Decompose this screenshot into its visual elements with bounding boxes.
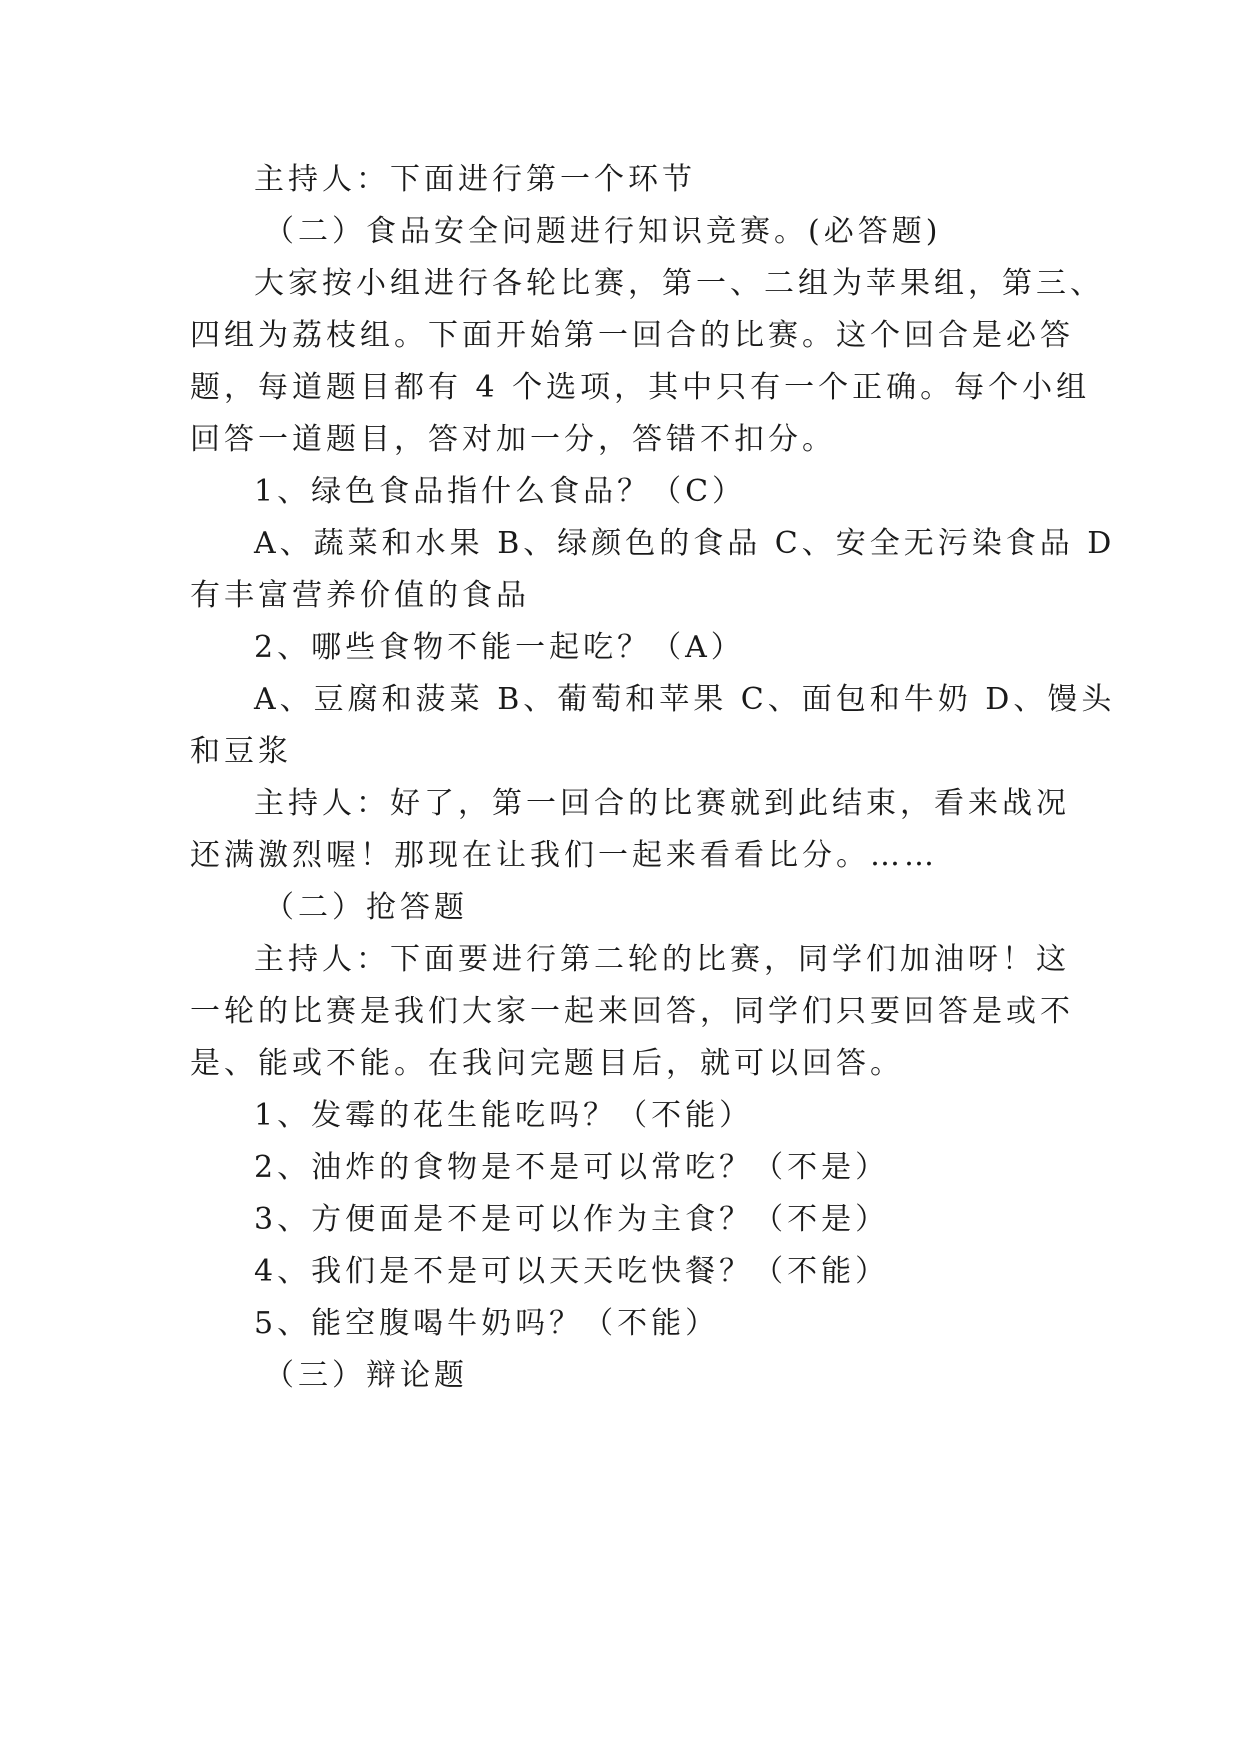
options-line: A、蔬菜和水果 B、绿颜色的食品 C、安全无污染食品 D [254,526,1116,561]
options-line: A、豆腐和菠菜 B、葡萄和苹果 C、面包和牛奶 D、馒头 [254,682,1116,717]
paragraph-line: 大家按小组进行各轮比赛，第一、二组为苹果组，第三、 [254,266,1104,301]
options-line: 有丰富营养价值的食品 [190,578,530,613]
question-line: 2、哪些食物不能一起吃？（A） [254,630,745,665]
question-line: 3、方便面是不是可以作为主食？（不是） [254,1202,890,1237]
question-line: 1、绿色食品指什么食品？（C） [254,474,747,509]
paragraph-line: 还满激烈喔！那现在让我们一起来看看比分。…… [190,838,938,873]
paragraph-line: 主持人：好了，第一回合的比赛就到此结束，看来战况 [254,786,1070,821]
paragraph-line: 回答一道题目，答对加一分，答错不扣分。 [190,422,836,457]
host-intro-line: 主持人：下面进行第一个环节 [254,162,696,197]
question-line: 5、能空腹喝牛奶吗？（不能） [254,1306,720,1341]
paragraph-line: 是、能或不能。在我问完题目后，就可以回答。 [190,1046,904,1081]
section-heading-debate: （三）辩论题 [264,1358,468,1393]
paragraph-line: 主持人：下面要进行第二轮的比赛，同学们加油呀！这 [254,942,1070,977]
paragraph-line: 题，每道题目都有 4 个选项，其中只有一个正确。每个小组 [190,370,1091,405]
paragraph-line: 四组为荔枝组。下面开始第一回合的比赛。这个回合是必答 [190,318,1074,353]
options-line: 和豆浆 [190,734,292,769]
section-heading-quiz: （二）食品安全问题进行知识竞赛。(必答题) [264,214,942,249]
section-heading-rush: （二）抢答题 [264,890,468,925]
paragraph-line: 一轮的比赛是我们大家一起来回答，同学们只要回答是或不 [190,994,1074,1029]
question-line: 4、我们是不是可以天天吃快餐？（不能） [254,1254,890,1289]
question-line: 2、油炸的食物是不是可以常吃？（不是） [254,1150,890,1185]
question-line: 1、发霉的花生能吃吗？（不能） [254,1098,754,1133]
